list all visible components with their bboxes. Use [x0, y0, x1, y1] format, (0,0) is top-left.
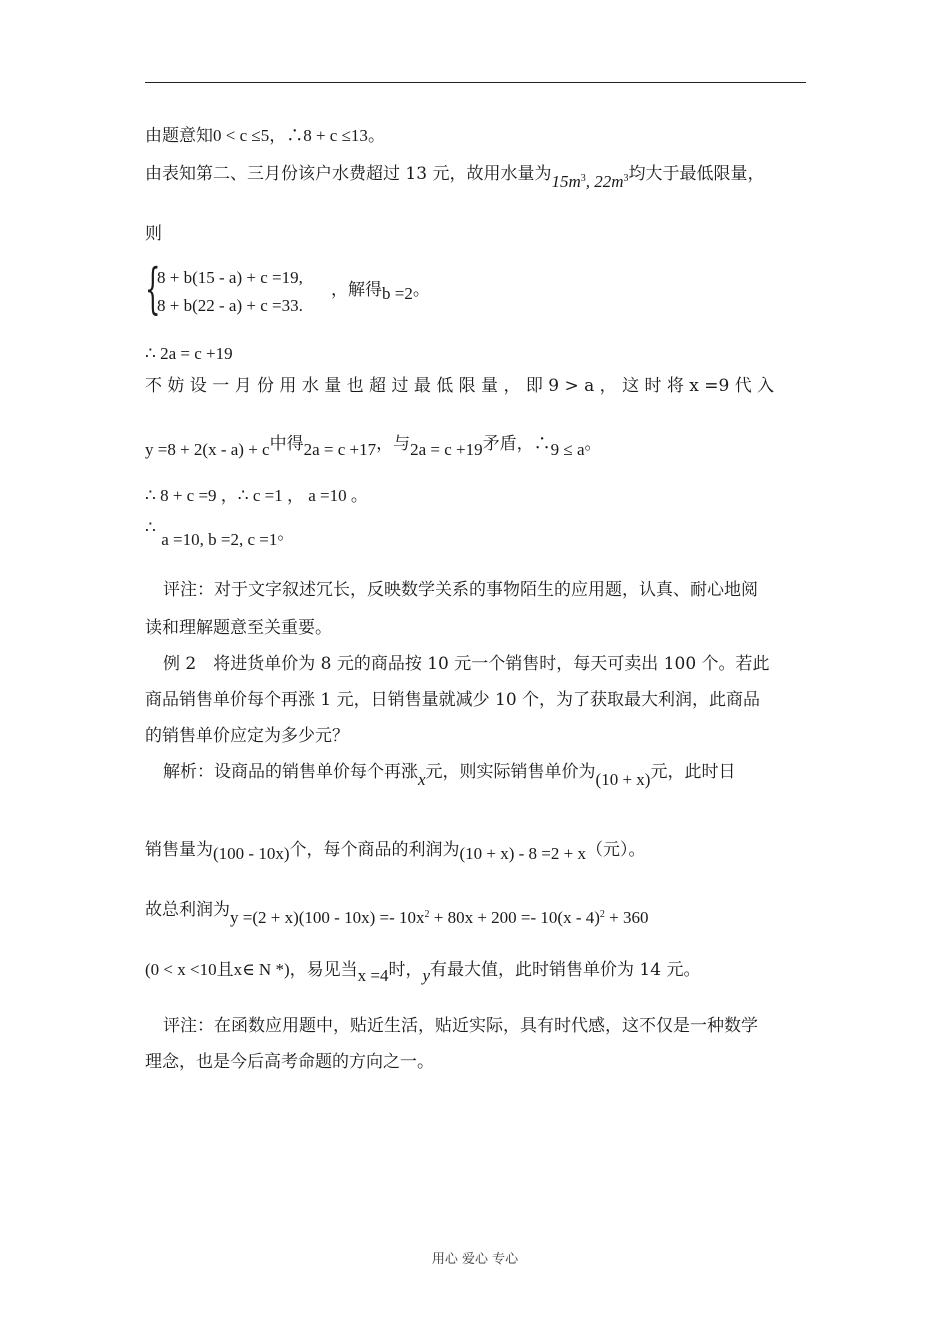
line-7-t3: 矛盾，∴	[482, 434, 551, 454]
domain-expression: (0 < x <10且x∈ N *)	[145, 960, 290, 979]
var-y: y	[422, 966, 430, 985]
solution2-t2: 个，每个商品的利润为	[289, 840, 460, 860]
domain-t2: 时，	[388, 960, 423, 980]
solution-line-1	[163, 760, 736, 789]
line-7-t1: 中得	[269, 434, 304, 454]
solution2-t1: 销售量为	[145, 840, 213, 860]
example-2-line-a: 例 2 将进货单价为 8 元的商品按 10 元一个销售时，每天可卖出 100 个。若此	[163, 654, 770, 674]
line-9-end: 。	[277, 524, 295, 544]
solution-t1: 解析：设商品的销售单价每个再涨	[163, 762, 418, 782]
ineq-9a: 9 ≤ a	[550, 440, 585, 459]
line-1-text: 由题意知	[145, 126, 213, 146]
line-7-t2: ，与	[376, 434, 411, 454]
line-3: 则	[145, 224, 162, 244]
x-equals-4: x =4	[357, 966, 389, 985]
line-1	[145, 124, 385, 148]
equation-row-2: 8 + b(22 - a) + c =33.	[157, 296, 303, 315]
solution-line-2	[145, 838, 645, 862]
therefore-symbol: ∴	[145, 518, 156, 538]
solution-t2: 元，则实际销售单价为	[425, 762, 596, 782]
domain-t3: 有最大值，此时销售单价为 14 元。	[430, 960, 701, 980]
price-expression: (10 + x)	[595, 770, 651, 789]
line-7-end: 。	[584, 434, 602, 454]
profit-part-3: + 360	[604, 908, 649, 927]
profit-part-1: y =(2 + x)(100 - 10x) =- 10x	[230, 908, 425, 927]
solve-text	[331, 279, 430, 301]
sup-3b: 3	[623, 173, 629, 184]
profit-sup-2: 2	[599, 909, 605, 920]
volume-15: 15m	[551, 172, 581, 191]
header-rule	[145, 82, 806, 83]
eq-2a-19: 2a = c +19	[410, 440, 483, 459]
example-2-line-b: 商品销售单价每个再涨 1 元，日销售量就减少 10 个，为了获取最大利润，此商品	[145, 690, 761, 710]
page-footer: 用心 爱心 专心	[431, 1252, 519, 1267]
inequality-c: 0 < c ≤5	[213, 126, 270, 145]
water-volume	[551, 172, 628, 191]
comment-1-line-a: 评注：对于文字叙述冗长，反映数学关系的事物陌生的应用题，认真、耐心地阅	[163, 580, 758, 600]
line-8: ∴ 8 + c =9 ，∴ c =1 ， a =10 。	[145, 486, 368, 505]
line-7	[145, 432, 602, 459]
solution-t3: 元，此时日	[650, 762, 736, 782]
example-2-line-c: 的销售单价应定为多少元？	[145, 726, 349, 746]
comment-2-line-b: 理念，也是今后高考命题的方向之一。	[145, 1052, 434, 1072]
line-6: 不 妨 设 一 月 份 用 水 量 也 超 过 最 低 限 量 ， 即 9 > a ， 这 时 将 x =9 代 入	[145, 376, 775, 396]
profit-part-2: + 80x + 200 =- 10(x - 4)	[429, 908, 600, 927]
therefore-sep: ，∴	[269, 126, 304, 146]
var-x: x	[418, 770, 426, 789]
comment-2-line-a: 评注：在函数应用题中，贴近生活，贴近实际，具有时代感，这不仅是一种数学	[163, 1016, 758, 1036]
final-values: a =10, b =2, c =1	[161, 530, 278, 549]
profit-sup-1: 2	[424, 909, 430, 920]
inequality-8c: 8 + c ≤13	[303, 126, 368, 145]
solution2-t3: （元）。	[585, 840, 646, 860]
brace-icon: {	[145, 257, 161, 320]
equation-row-1: 8 + b(15 - a) + c =19,	[157, 268, 303, 287]
domain-t1: ，易见当	[289, 960, 358, 980]
line-5: ∴ 2a = c +19	[145, 344, 233, 363]
unit-profit: (10 + x) - 8 =2 + x	[459, 844, 586, 863]
profit-line	[145, 898, 649, 927]
profit-formula	[230, 908, 649, 927]
solve-end: 。	[412, 280, 430, 300]
sup-3a: 3	[580, 173, 586, 184]
line-2-text: 由表知第二、三月份该户水费超过 13 元，故用水量为	[145, 164, 552, 184]
y-expression: y =8 + 2(x - a) + c	[145, 440, 270, 459]
line-9	[145, 518, 295, 549]
line-1-end: 。	[367, 126, 385, 146]
volume-22: , 22m	[585, 172, 624, 191]
sales-volume: (100 - 10x)	[213, 844, 290, 863]
domain-line	[145, 958, 701, 985]
line-2-end: 均大于最低限量，	[628, 164, 765, 184]
comment-1-line-b: 读和理解题意至关重要。	[145, 618, 332, 638]
solve-result: b =2	[382, 284, 413, 303]
eq-2a-17: 2a = c +17	[303, 440, 377, 459]
solve-label: ，解得	[331, 280, 382, 300]
profit-text: 故总利润为	[145, 900, 230, 920]
line-2	[145, 162, 765, 191]
